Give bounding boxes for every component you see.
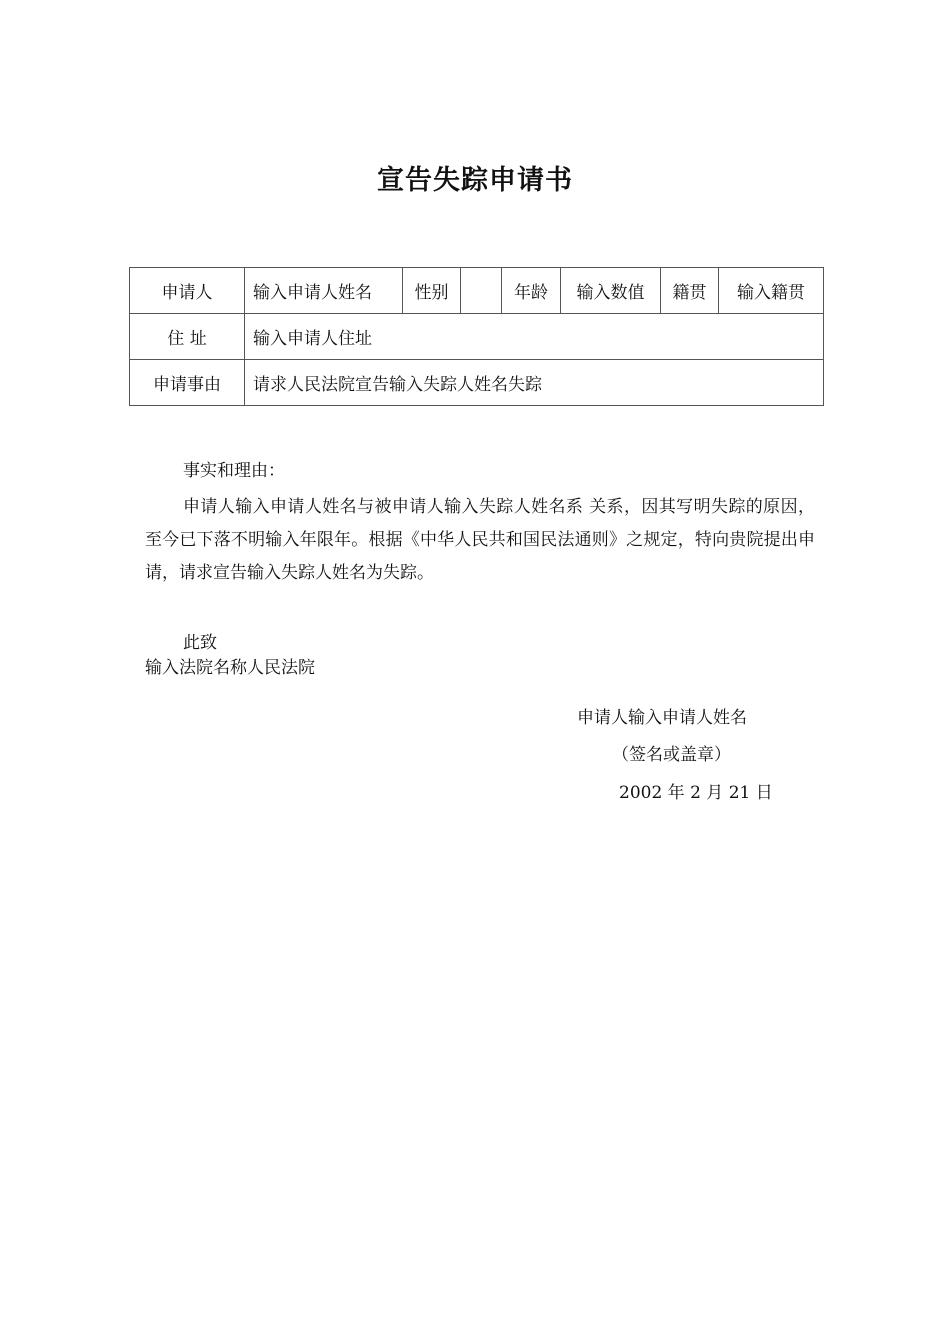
age-label: 年龄 — [502, 268, 561, 314]
table-row-applicant — [130, 268, 824, 314]
address-field[interactable]: 输入申请人住址 — [245, 314, 824, 360]
signature-note: （签名或盖章） — [612, 745, 731, 765]
facts-body: 申请人输入申请人姓名与被申请人输入失踪人姓名系 关系，因其写明失踪的原因，至今已下落不明输入年限年。根据《中华人民共和国民法通则》之规定，特向贵院提出申请，请求宣告输入失踪人姓名为失踪。 — [145, 497, 815, 583]
signature-applicant: 申请人输入申请人姓名 — [577, 708, 747, 728]
gender-field[interactable] — [461, 268, 502, 314]
origin-field[interactable]: 输入籍贯 — [719, 268, 824, 314]
applicant-info-table — [129, 267, 824, 406]
court-name: 输入法院名称人民法院 — [145, 658, 315, 678]
table-row-address — [130, 314, 824, 360]
address-label: 住 址 — [130, 314, 245, 360]
table-row-matter — [130, 360, 824, 406]
closing-salutation: 此致 — [183, 633, 217, 653]
matter-field[interactable]: 请求人民法院宣告输入失踪人姓名失踪 — [245, 360, 824, 406]
origin-label: 籍贯 — [661, 268, 719, 314]
age-field[interactable]: 输入数值 — [561, 268, 661, 314]
applicant-name-field[interactable]: 输入申请人姓名 — [245, 268, 403, 314]
gender-label: 性别 — [403, 268, 461, 314]
facts-heading: 事实和理由： — [183, 461, 285, 481]
document-title: 宣告失踪申请书 — [377, 165, 573, 196]
matter-label: 申请事由 — [130, 360, 245, 406]
signature-date: 2002 年 2 月 21 日 — [619, 783, 773, 803]
applicant-label: 申请人 — [130, 268, 245, 314]
